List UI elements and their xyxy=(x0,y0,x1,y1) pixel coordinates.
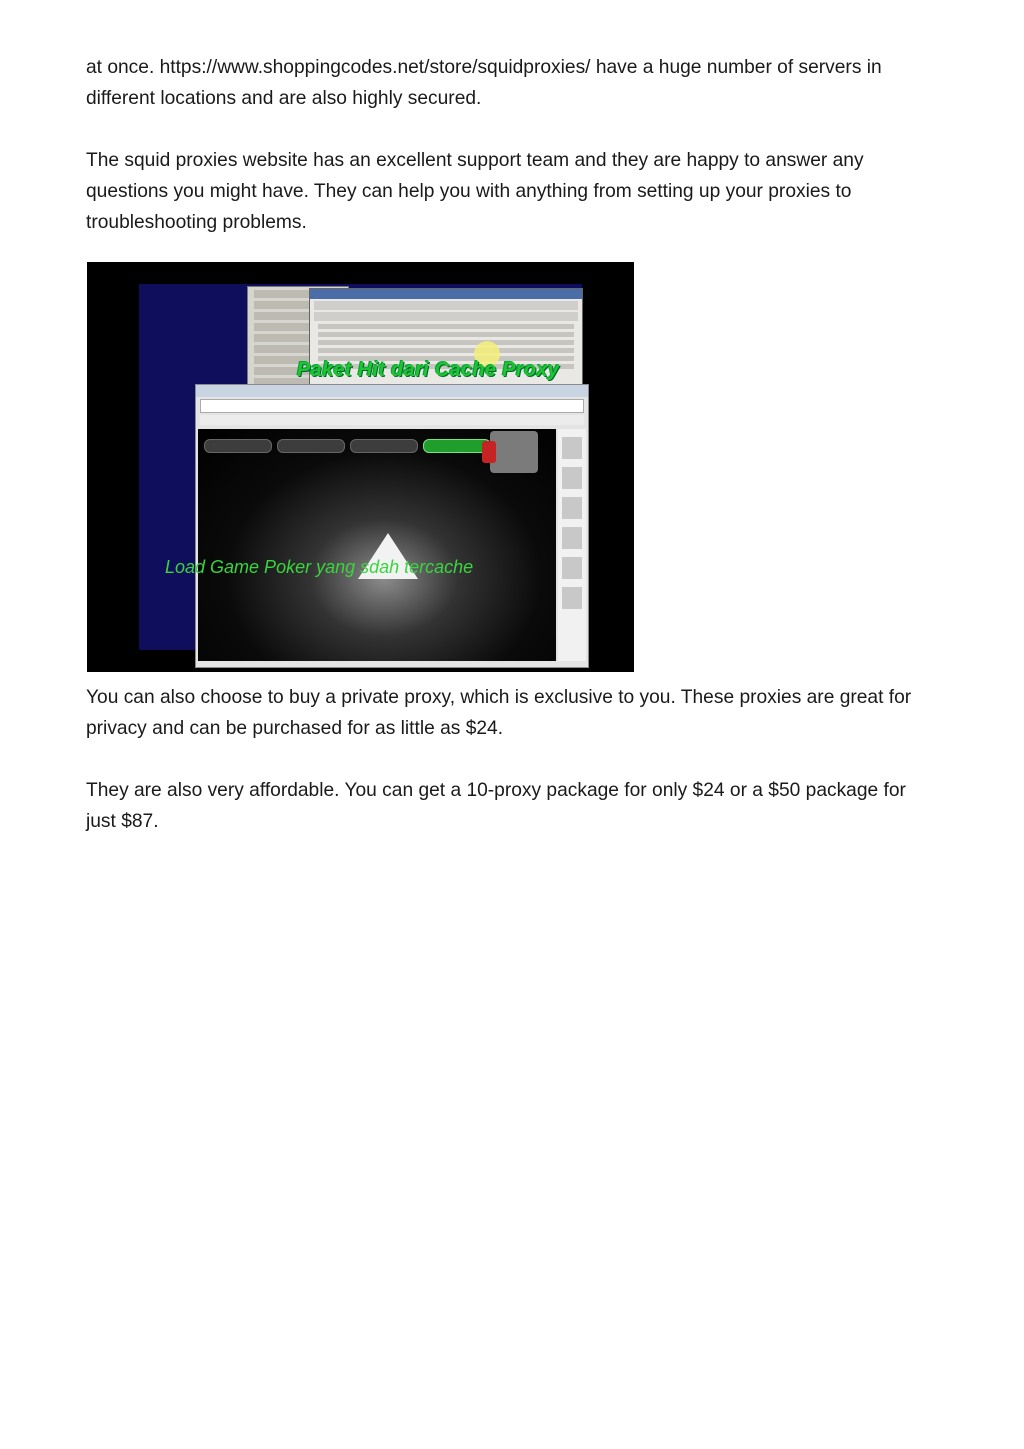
browser-sidebar xyxy=(558,429,586,661)
poker-game-area xyxy=(198,429,556,661)
paragraph-3: You can also choose to buy a private proxy, which is exclusive to you. These proxies are great for privacy and can be purchased for as little as $24. xyxy=(86,687,912,739)
paragraph-gap xyxy=(86,114,936,145)
paragraph-2: The squid proxies website has an excellent support team and they are happy to answer any questions you might have. They can help you with anything from setting up your proxies to troubleshooting problems. xyxy=(86,150,864,233)
paragraph-1: at once. https://www.shoppingcodes.net/store/squidproxies/ have a huge number of servers in different locations and are also highly secured. xyxy=(86,57,882,109)
paragraph-gap xyxy=(86,744,936,775)
bomb-graphic xyxy=(490,431,538,473)
video-screenshot-image xyxy=(87,262,634,672)
desktop-background xyxy=(139,284,582,650)
video-header-text: Paket Hit dari Cache Proxy xyxy=(297,359,560,381)
address-bar xyxy=(200,399,584,413)
video-caption-text: Load Game Poker yang sdah tercache xyxy=(165,557,474,577)
step-buttons xyxy=(204,439,504,453)
browser-window xyxy=(195,384,589,668)
document-page xyxy=(86,52,936,837)
paragraph-4: They are also very affordable. You can get a 10-proxy package for only $24 or a $50 package for just $87. xyxy=(86,780,906,832)
